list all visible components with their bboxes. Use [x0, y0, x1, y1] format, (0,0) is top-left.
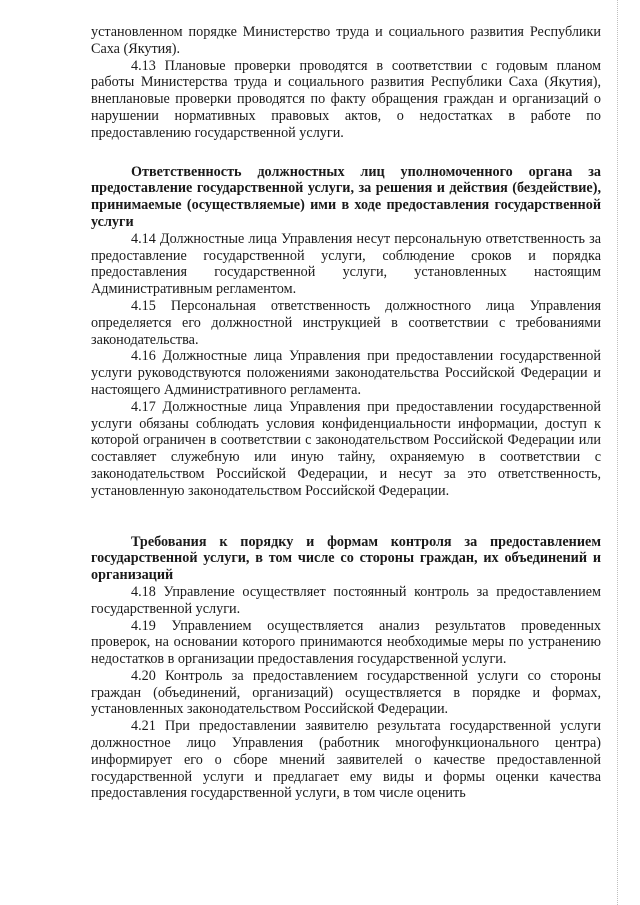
- section-heading-control: Требования к порядку и формам контроля за предоставлением государственной услуги, в том числе со стороны граждан, их объединений и организаций: [91, 533, 601, 584]
- paragraph-4-16: 4.16 Должностные лица Управления при предоставлении государственной услуги руководствуются положениями законодательства Российской Федерации и настоящего Административного регламента.: [91, 348, 601, 398]
- paragraph-4-20: 4.20 Контроль за предоставлением государственной услуги со стороны граждан (объединений, организаций) осуществляется в порядке и формах, установленных законодательством Российской Федерации.: [91, 667, 601, 718]
- scan-edge-line: [617, 0, 618, 905]
- paragraph-4-18: 4.18 Управление осуществляет постоянный контроль за предоставлением государственной услуги.: [91, 583, 601, 617]
- paragraph-4-17: 4.17 Должностные лица Управления при предоставлении государственной услуги обязаны соблюдать условия конфиденциальности информации, доступ к которой ограничен в соответствии с законодательством Российской Федерации или составляет служебную или иную тайну, охраняемую в соответствии с законодательством Российской Федерации, и несут за это ответственность, установленную законодательством Российской Федерации.: [91, 398, 601, 499]
- paragraph-4-21: 4.21 При предоставлении заявителю результата государственной услуги должностное лицо Управления (работник многофункционального центра) информирует его о сборе мнений заявителей о качестве предоставленной государственной услуги и предлагает ему виды и формы оценки качества предоставления государственной услуги, в том числе оценить: [91, 718, 601, 802]
- paragraph-4-13: 4.13 Плановые проверки проводятся в соответствии с годовым планом работы Министерства труда и социального развития Республики Саха (Якутия), внеплановые проверки проводятся по факту обращения граждан и организаций о нарушении нормативных правовых актов, о недостатках в работе по предоставлению государственной услуги.: [91, 57, 601, 141]
- paragraph-4-19: 4.19 Управлением осуществляется анализ результатов проведенных проверок, на основании которого принимаются необходимые меры по устранению недостатков в организации предоставления государственной услуги.: [91, 617, 601, 668]
- document-body: [91, 24, 601, 802]
- paragraph-4-15: 4.15 Персональная ответственность должностного лица Управления определяется его должностной инструкцией в соответствии с требованиями законодательства.: [91, 297, 601, 348]
- paragraph-4-14: 4.14 Должностные лица Управления несут персональную ответственность за предоставление государственной услуги, соблюдение сроков и порядка предоставления государственной услуги, установленных настоящим Административным регламентом.: [91, 230, 601, 298]
- section-heading-responsibility: Ответственность должностных лиц уполномоченного органа за предоставление государственной услуги, за решения и действия (бездействие), принимаемые (осуществляемые) ими в ходе предоставления государственной услуги: [91, 163, 601, 230]
- paragraph-continuation: установленном порядке Министерство труда и социального развития Республики Саха (Якутия).: [91, 24, 601, 57]
